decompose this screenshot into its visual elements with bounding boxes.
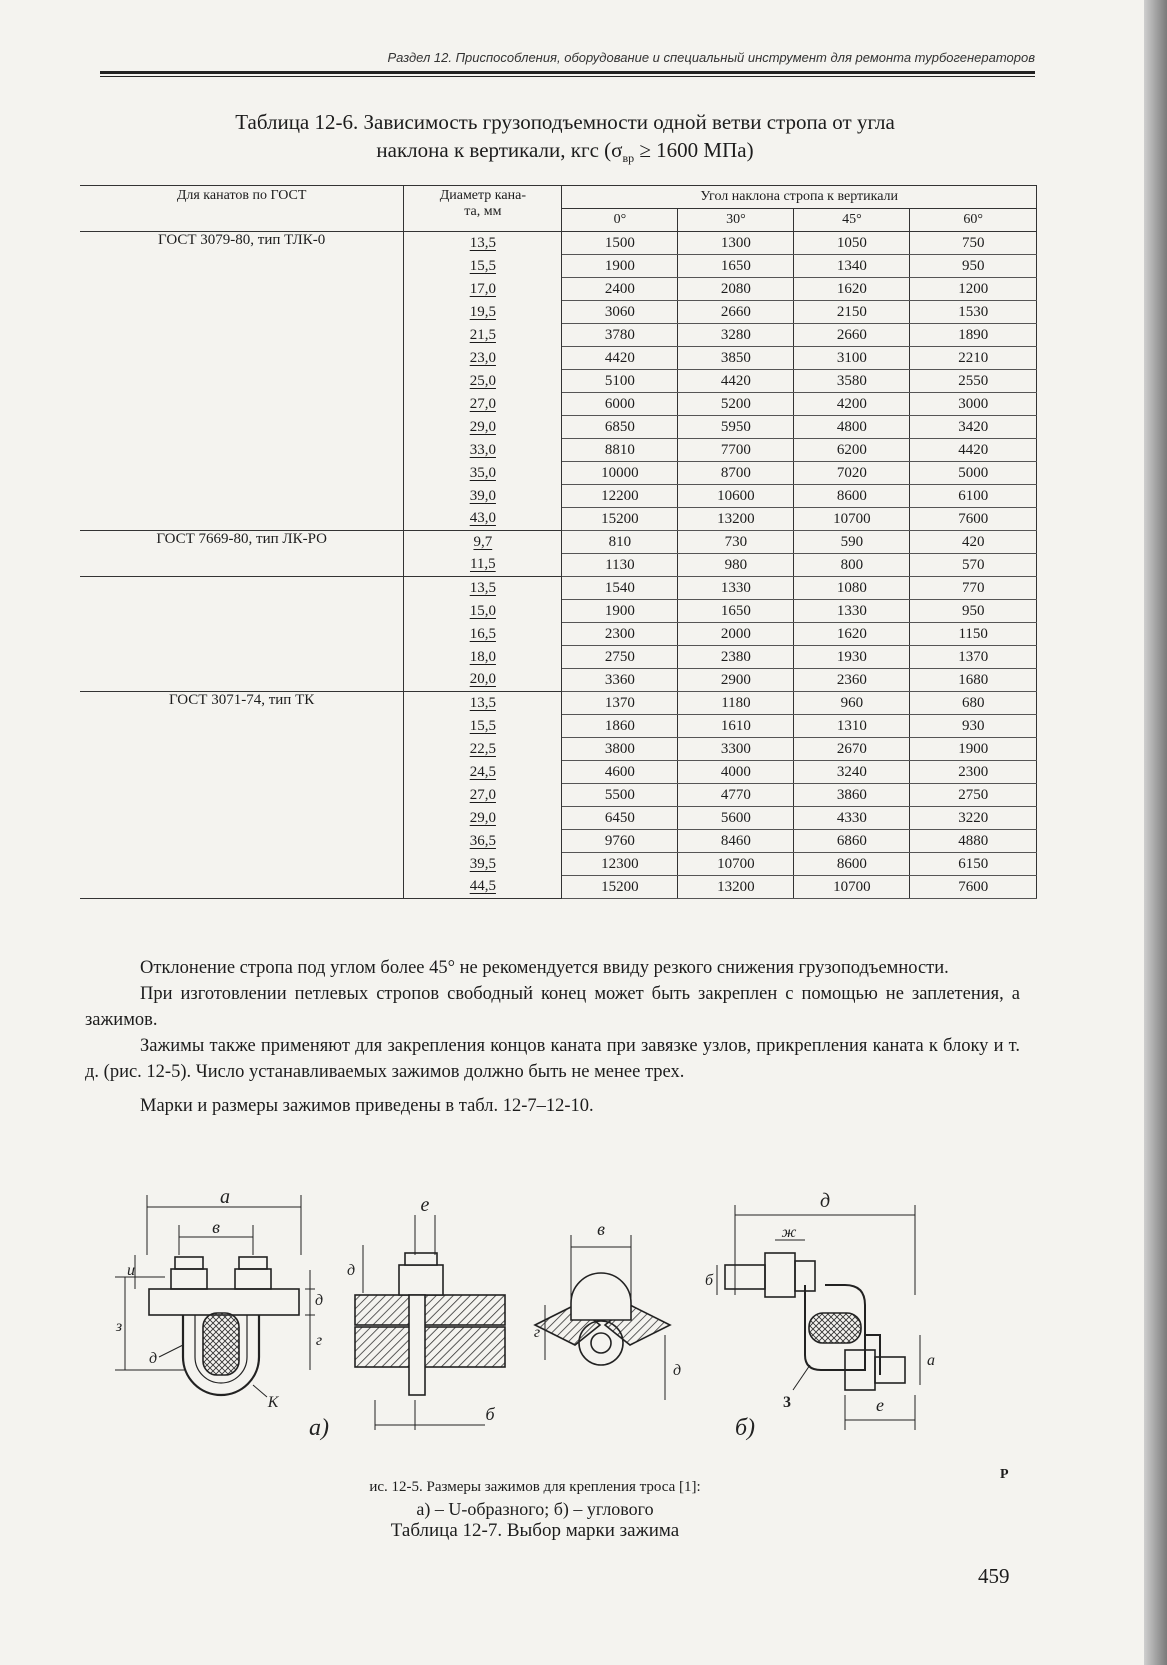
- capacity-cell: 2210: [910, 347, 1037, 370]
- sublabel-b: б): [734, 1415, 756, 1441]
- capacity-table: [80, 185, 1037, 899]
- diameter-cell: 13,5: [404, 232, 562, 255]
- page-edge-shadow: [1144, 0, 1167, 1665]
- capacity-cell: 4880: [910, 830, 1037, 853]
- capacity-cell: 6000: [562, 393, 678, 416]
- sublabel-a: а): [309, 1415, 329, 1441]
- angle-clamp-drawing: [717, 1205, 920, 1430]
- table-row: [80, 531, 1037, 554]
- capacity-cell: 1370: [910, 646, 1037, 669]
- header-angle-group: Угол наклона стропа к вертикали: [562, 186, 1037, 209]
- paragraph-1: Отклонение стропа под углом более 45° не рекомендуется ввиду резкого снижения грузоподъемности.: [140, 958, 949, 978]
- capacity-cell: 6860: [794, 830, 910, 853]
- capacity-cell: 8600: [794, 853, 910, 876]
- header-diameter-line-2: та, мм: [464, 204, 502, 219]
- capacity-cell: 2900: [678, 669, 794, 692]
- capacity-cell: 2360: [794, 669, 910, 692]
- capacity-cell: 10700: [678, 853, 794, 876]
- capacity-cell: 1620: [794, 623, 910, 646]
- capacity-cell: 590: [794, 531, 910, 554]
- capacity-cell: 3580: [794, 370, 910, 393]
- diameter-cell: 16,5: [404, 623, 562, 646]
- capacity-cell: 810: [562, 531, 678, 554]
- diameter-cell: 21,5: [404, 324, 562, 347]
- gost-cell: ГОСТ 3079-80, тип ТЛК-0: [80, 232, 404, 531]
- capacity-cell: 1150: [910, 623, 1037, 646]
- capacity-cell: 7700: [678, 439, 794, 462]
- paragraph-4: Марки и размеры зажимов приведены в табл. 12-7–12-10.: [140, 1096, 594, 1116]
- diameter-cell: 43,0: [404, 508, 562, 531]
- capacity-cell: 1860: [562, 715, 678, 738]
- paragraph-3: Зажимы также применяют для закрепления концов каната при завязке узлов, прикрепления каната к блоку и т. д. (рис. 12-5). Число устанавливаемых зажимов должно быть не менее трех.: [85, 1036, 1020, 1082]
- label-d-end: д: [672, 1362, 682, 1379]
- capacity-cell: 6200: [794, 439, 910, 462]
- diameter-cell: 25,0: [404, 370, 562, 393]
- capacity-cell: 6150: [910, 853, 1037, 876]
- diameter-cell: 33,0: [404, 439, 562, 462]
- header-angle-60: 60°: [910, 209, 1037, 232]
- capacity-cell: 5100: [562, 370, 678, 393]
- capacity-cell: 4770: [678, 784, 794, 807]
- label-a-top: а: [220, 1186, 230, 1208]
- diameter-cell: 39,0: [404, 485, 562, 508]
- capacity-cell: 960: [794, 692, 910, 715]
- header-diameter-line-1: Диаметр кана-: [439, 188, 526, 203]
- capacity-cell: 3060: [562, 301, 678, 324]
- table-row: [80, 577, 1037, 600]
- capacity-cell: 1180: [678, 692, 794, 715]
- capacity-cell: 1540: [562, 577, 678, 600]
- header-rule: [100, 71, 1035, 77]
- label-z: з: [115, 1318, 123, 1335]
- label-v-end: в: [597, 1219, 605, 1239]
- capacity-cell: 15200: [562, 508, 678, 531]
- capacity-cell: 2400: [562, 278, 678, 301]
- capacity-cell: 6850: [562, 416, 678, 439]
- capacity-cell: 10600: [678, 485, 794, 508]
- capacity-cell: 2660: [794, 324, 910, 347]
- capacity-cell: 2660: [678, 301, 794, 324]
- capacity-cell: 5500: [562, 784, 678, 807]
- capacity-cell: 1530: [910, 301, 1037, 324]
- diameter-cell: 35,0: [404, 462, 562, 485]
- capacity-cell: 1650: [678, 255, 794, 278]
- capacity-cell: 5950: [678, 416, 794, 439]
- capacity-cell: 3240: [794, 761, 910, 784]
- diameter-cell: 13,5: [404, 577, 562, 600]
- capacity-cell: 3220: [910, 807, 1037, 830]
- table-title-sub: вр: [622, 151, 635, 166]
- capacity-cell: 1310: [794, 715, 910, 738]
- table-body: [80, 232, 1037, 899]
- capacity-cell: 2750: [910, 784, 1037, 807]
- capacity-cell: 2750: [562, 646, 678, 669]
- capacity-cell: 8600: [794, 485, 910, 508]
- capacity-cell: 4420: [562, 347, 678, 370]
- capacity-cell: 3860: [794, 784, 910, 807]
- label-d-left: д: [314, 1292, 324, 1309]
- capacity-cell: 1610: [678, 715, 794, 738]
- capacity-cell: 4200: [794, 393, 910, 416]
- diameter-cell: 11,5: [404, 554, 562, 577]
- diameter-cell: 44,5: [404, 876, 562, 899]
- capacity-cell: 2300: [910, 761, 1037, 784]
- capacity-cell: 2670: [794, 738, 910, 761]
- capacity-cell: 770: [910, 577, 1037, 600]
- label-b-section: б: [485, 1404, 495, 1424]
- capacity-cell: 4420: [678, 370, 794, 393]
- diameter-cell: 9,7: [404, 531, 562, 554]
- header-diameter: [404, 186, 562, 232]
- diameter-cell: 19,5: [404, 301, 562, 324]
- capacity-cell: 1500: [562, 232, 678, 255]
- diameter-cell: 39,5: [404, 853, 562, 876]
- capacity-cell: 7020: [794, 462, 910, 485]
- capacity-cell: 2300: [562, 623, 678, 646]
- capacity-cell: 730: [678, 531, 794, 554]
- table-title-prefix: наклона к вертикали, кгс (σ: [376, 138, 623, 162]
- capacity-cell: 5600: [678, 807, 794, 830]
- table-title-line-2: [150, 136, 980, 172]
- label-b-angle: б: [704, 1272, 714, 1289]
- capacity-cell: 3780: [562, 324, 678, 347]
- capacity-cell: 4330: [794, 807, 910, 830]
- capacity-cell: 1370: [562, 692, 678, 715]
- diameter-cell: 22,5: [404, 738, 562, 761]
- capacity-cell: 800: [794, 554, 910, 577]
- diameter-cell: 13,5: [404, 692, 562, 715]
- header-angle-0: 0°: [562, 209, 678, 232]
- figure-caption-line-3: Таблица 12-7. Выбор марки зажима: [390, 1520, 680, 1541]
- capacity-cell: 570: [910, 554, 1037, 577]
- label-k: К: [267, 1394, 279, 1411]
- capacity-cell: 1080: [794, 577, 910, 600]
- capacity-cell: 15200: [562, 876, 678, 899]
- capacity-cell: 7600: [910, 876, 1037, 899]
- label-zh: ж: [781, 1224, 797, 1241]
- u-clamp-section: [355, 1215, 505, 1430]
- capacity-cell: 3000: [910, 393, 1037, 416]
- capacity-cell: 3360: [562, 669, 678, 692]
- capacity-cell: 3280: [678, 324, 794, 347]
- header-angle-30: 30°: [678, 209, 794, 232]
- capacity-cell: 2150: [794, 301, 910, 324]
- diameter-cell: 15,5: [404, 715, 562, 738]
- capacity-cell: 3850: [678, 347, 794, 370]
- capacity-cell: 10000: [562, 462, 678, 485]
- diameter-cell: 24,5: [404, 761, 562, 784]
- paragraph-2: При изготовлении петлевых стропов свободный конец может быть закреплен с помощью не заплетения, а зажимов.: [85, 984, 1020, 1030]
- diameter-cell: 17,0: [404, 278, 562, 301]
- capacity-cell: 680: [910, 692, 1037, 715]
- capacity-cell: 8460: [678, 830, 794, 853]
- diameter-cell: 20,0: [404, 669, 562, 692]
- page-number: 459: [978, 1564, 1010, 1588]
- gost-cell: ГОСТ 7669-80, тип ЛК-РО: [80, 531, 404, 577]
- table-row: [80, 232, 1037, 255]
- label-e-section: е: [420, 1194, 430, 1216]
- capacity-cell: 3300: [678, 738, 794, 761]
- figure-caption-line-1: ис. 12-5. Размеры зажимов для крепления троса [1]:: [369, 1479, 701, 1495]
- label-d-section: д: [346, 1262, 356, 1279]
- capacity-cell: 1330: [794, 600, 910, 623]
- capacity-cell: 1300: [678, 232, 794, 255]
- capacity-cell: 5200: [678, 393, 794, 416]
- diameter-cell: 15,5: [404, 255, 562, 278]
- capacity-cell: 1050: [794, 232, 910, 255]
- capacity-cell: 930: [910, 715, 1037, 738]
- diameter-cell: 29,0: [404, 416, 562, 439]
- label-i: и: [127, 1262, 135, 1279]
- capacity-cell: 10700: [794, 508, 910, 531]
- capacity-cell: 950: [910, 255, 1037, 278]
- capacity-cell: 420: [910, 531, 1037, 554]
- capacity-cell: 1620: [794, 278, 910, 301]
- diameter-cell: 23,0: [404, 347, 562, 370]
- running-head: Раздел 12. Приспособления, оборудование и специальный инструмент для ремонта турбогенераторов: [387, 50, 1035, 65]
- label-d-angle: д: [819, 1190, 831, 1212]
- u-clamp-end-view: [535, 1235, 670, 1400]
- capacity-cell: 1930: [794, 646, 910, 669]
- capacity-cell: 6100: [910, 485, 1037, 508]
- body-text: [85, 955, 1020, 1119]
- capacity-cell: 4800: [794, 416, 910, 439]
- capacity-cell: 10700: [794, 876, 910, 899]
- capacity-cell: 13200: [678, 876, 794, 899]
- capacity-cell: 3100: [794, 347, 910, 370]
- capacity-cell: 1680: [910, 669, 1037, 692]
- diameter-cell: 18,0: [404, 646, 562, 669]
- capacity-cell: 8810: [562, 439, 678, 462]
- capacity-cell: 980: [678, 554, 794, 577]
- gost-cell: ГОСТ 3071-74, тип ТК: [80, 692, 404, 899]
- table-row: [80, 692, 1037, 715]
- capacity-cell: 2080: [678, 278, 794, 301]
- diameter-cell: 36,5: [404, 830, 562, 853]
- table-title-suffix: ≥ 1600 МПа): [634, 138, 754, 162]
- diameter-cell: 27,0: [404, 393, 562, 416]
- label-a-angle: а: [927, 1352, 935, 1369]
- capacity-cell: 950: [910, 600, 1037, 623]
- capacity-cell: 4600: [562, 761, 678, 784]
- capacity-cell: 1130: [562, 554, 678, 577]
- capacity-cell: 5000: [910, 462, 1037, 485]
- capacity-cell: 1330: [678, 577, 794, 600]
- figure-caption-line-2: а) – U-образного; б) – углового: [416, 1499, 654, 1519]
- label-d-small: д: [148, 1350, 158, 1367]
- table-title: [150, 108, 980, 172]
- diameter-cell: 29,0: [404, 807, 562, 830]
- capacity-cell: 6450: [562, 807, 678, 830]
- capacity-cell: 1900: [562, 600, 678, 623]
- capacity-cell: 1900: [562, 255, 678, 278]
- label-v-left: в: [212, 1217, 220, 1237]
- figure-caption: [300, 1476, 770, 1542]
- header-angle-45: 45°: [794, 209, 910, 232]
- label-g-end: г: [533, 1324, 541, 1341]
- capacity-cell: 13200: [678, 508, 794, 531]
- capacity-cell: 2550: [910, 370, 1037, 393]
- capacity-cell: 12200: [562, 485, 678, 508]
- capacity-cell: 1200: [910, 278, 1037, 301]
- capacity-cell: 4000: [678, 761, 794, 784]
- p-mark: Р: [1000, 1467, 1009, 1482]
- capacity-cell: 1340: [794, 255, 910, 278]
- capacity-cell: 4420: [910, 439, 1037, 462]
- capacity-cell: 2380: [678, 646, 794, 669]
- table-title-line-1: Таблица 12-6. Зависимость грузоподъемности одной ветви стропа от угла: [235, 110, 895, 134]
- label-3: 3: [783, 1394, 791, 1411]
- header-gost: Для канатов по ГОСТ: [80, 186, 404, 232]
- capacity-cell: 12300: [562, 853, 678, 876]
- diameter-cell: 15,0: [404, 600, 562, 623]
- gost-cell: [80, 577, 404, 692]
- clamp-drawings: [105, 1185, 1005, 1470]
- capacity-cell: 7600: [910, 508, 1037, 531]
- label-e-angle: е: [876, 1395, 884, 1415]
- capacity-cell: 750: [910, 232, 1037, 255]
- diameter-cell: 27,0: [404, 784, 562, 807]
- capacity-cell: 3420: [910, 416, 1037, 439]
- capacity-cell: 1890: [910, 324, 1037, 347]
- capacity-cell: 1900: [910, 738, 1037, 761]
- capacity-cell: 9760: [562, 830, 678, 853]
- capacity-cell: 2000: [678, 623, 794, 646]
- capacity-cell: 1650: [678, 600, 794, 623]
- label-g-left: г: [315, 1332, 323, 1349]
- capacity-cell: 3800: [562, 738, 678, 761]
- capacity-cell: 8700: [678, 462, 794, 485]
